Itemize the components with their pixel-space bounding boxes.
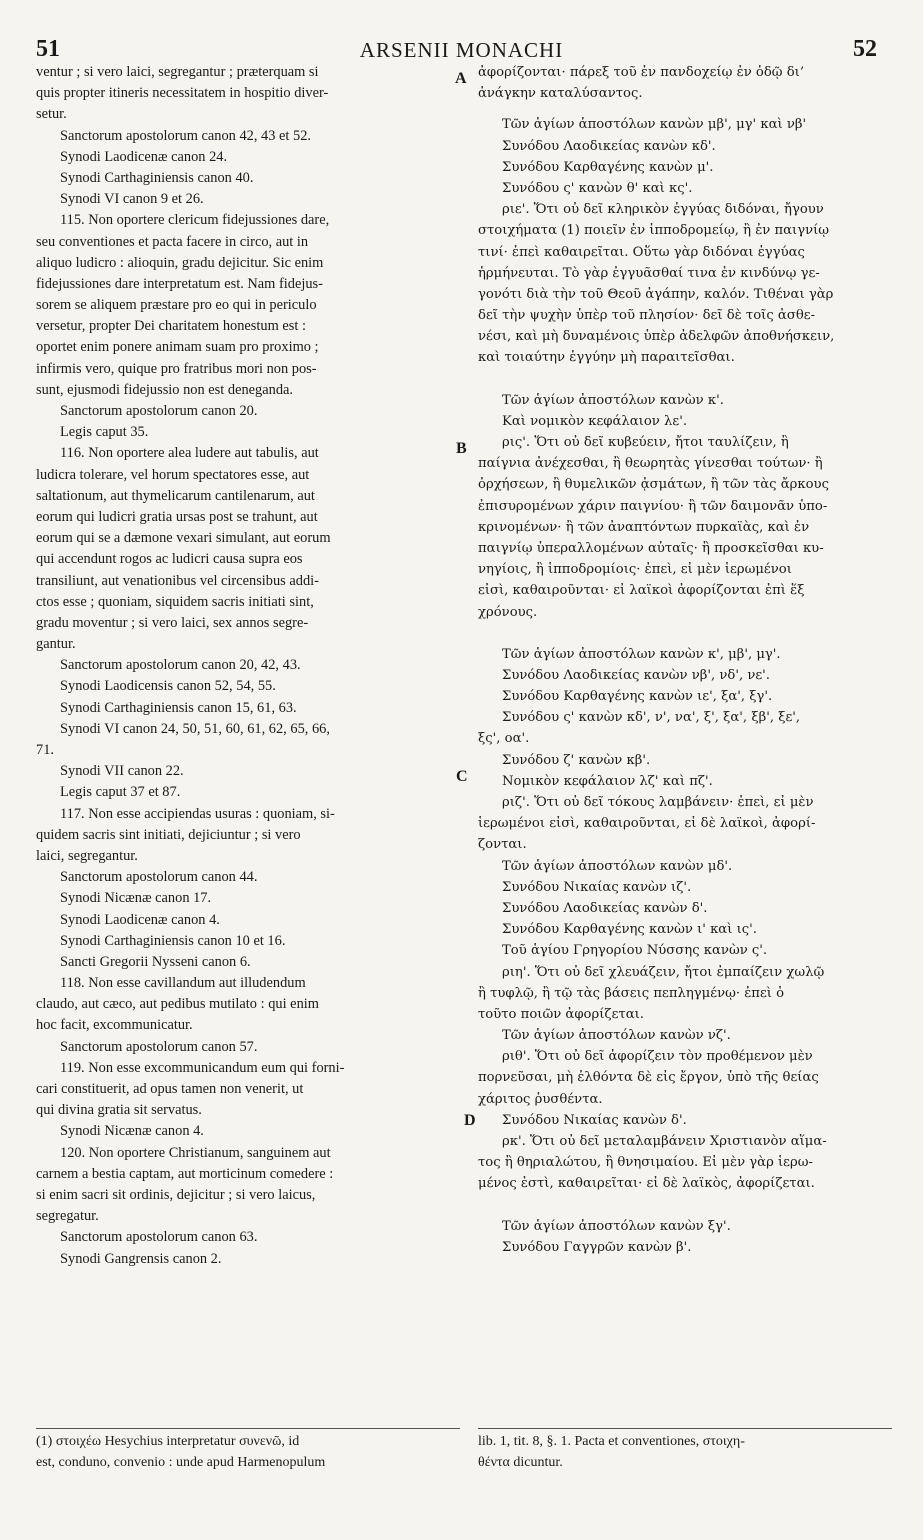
greek-line: Συνόδου Λαοδικείας κανὼν δ'. xyxy=(502,900,708,916)
footnote-line: lib. 1, tit. 8, §. 1. Pacta et conventiones, στοιχη- xyxy=(478,1434,745,1449)
margin-marker-d: D xyxy=(464,1112,476,1129)
paragraph-gap xyxy=(478,369,892,390)
latin-line: aliquo ludicro : alioquin, gradu dejicitur. Sic enim xyxy=(36,254,324,271)
latin-line: quis propter itineris necessitatem in hospitio diver- xyxy=(36,85,329,102)
greek-line: ριε'. Ὅτι οὐ δεῖ κληρικὸν ἐγγύας διδόναι, ἤγουν xyxy=(502,202,824,218)
greek-line: ρκ'. Ὅτι οὐ δεῖ μεταλαμβάνειν Χριστιανὸν αἵμα- xyxy=(502,1134,827,1149)
greek-line: ἐπισυρομένων χάριν παιγνίου· ἢ τῶν δαιμονᾶν ὑπο- xyxy=(478,498,828,514)
latin-line: Synodi VI canon 9 et 26. xyxy=(60,191,204,208)
latin-line: Sanctorum apostolorum canon 44. xyxy=(60,869,258,886)
latin-line: claudo, aut cæco, aut pedibus mutilato : qui enim xyxy=(36,996,319,1013)
latin-line: saltationum, aut thymelicarum cantilenarum, aut xyxy=(36,487,315,504)
greek-line: Τῶν ἁγίων ἀποστόλων κανὼν νζ'. xyxy=(502,1028,731,1044)
greek-line: ἀφορίζονται· πάρεξ τοῦ ἐν πανδοχείῳ ἐν ὁδῷ δι’ xyxy=(478,65,805,80)
latin-line: Legis caput 37 et 87. xyxy=(60,784,181,801)
greek-line: Τῶν ἁγίων ἀποστόλων κανὼν μδ'. xyxy=(502,858,733,874)
greek-line: Συνόδου Λαοδικείας κανὼν κδ'. xyxy=(502,138,716,154)
greek-line: ἢ τυφλῷ, ἢ τῷ τὰς βάσεις πεπληγμένῳ· ἐπεὶ ὁ xyxy=(478,985,785,1001)
greek-line: νέσι, καὶ μὴ δυναμένοις ὑπὲρ ἀδελφῶν ἀποθνήσκειν, xyxy=(478,329,835,345)
latin-line: Sanctorum apostolorum canon 57. xyxy=(60,1038,258,1055)
latin-line: Synodi Laodicenæ canon 24. xyxy=(60,148,228,165)
greek-line: ριη'. Ὅτι οὐ δεῖ χλευάζειν, ἤτοι ἐμπαίζειν χωλῷ xyxy=(502,964,825,980)
greek-line: ζονται. xyxy=(478,837,527,853)
latin-line: infirmis vero, quique pro fratribus mori non pos- xyxy=(36,360,317,377)
greek-line: πορνεῦσαι, μὴ ἐλθόντα δὲ εἰς ἔργον, ὑπὸ τῆς θείας xyxy=(478,1070,819,1086)
greek-line: Συνόδου ς' κανὼν κδ', ν', να', ξ', ξα', ξβ', ξε', xyxy=(502,710,801,726)
greek-line: ἡρμήνευται. Τὸ γὰρ ἐγγυᾶσθαί τινα ἐν κινδύνῳ γε- xyxy=(478,265,820,281)
greek-line: Τῶν ἁγίων ἀποστόλων κανὼν ξγ'. xyxy=(502,1218,731,1234)
greek-line: ἱερωμένοι εἰσὶ, καθαιροῦνται, εἰ δὲ λαϊκοὶ, ἀφορί- xyxy=(478,816,816,832)
latin-line: Synodi Gangrensis canon 2. xyxy=(60,1250,222,1267)
margin-marker-c: C xyxy=(456,768,468,785)
latin-line: 118. Non esse cavillandum aut illudendum xyxy=(60,975,306,992)
latin-line: Legis caput 35. xyxy=(60,424,149,441)
latin-line: Sanctorum apostolorum canon 20, 42, 43. xyxy=(60,657,301,674)
greek-line: Νομικὸν κεφάλαιον λζ' καὶ πζ'. xyxy=(502,773,713,789)
greek-line: Τῶν ἁγίων ἀποστόλων κανὼν μβ', μγ' καὶ νβ' xyxy=(502,117,807,133)
latin-line: hoc facit, excommunicatur. xyxy=(36,1017,193,1034)
latin-line: Sanctorum apostolorum canon 20. xyxy=(60,403,258,419)
latin-line: fidejussiones dare interpretatum est. Nam fidejus- xyxy=(36,275,323,292)
greek-column xyxy=(478,62,892,1258)
greek-line: ὀρχήσεων, ἢ θυμελικῶν ᾀσμάτων, ἢ τῶν τὰς ἄρκους xyxy=(478,477,829,493)
latin-line: sorem se aliquem præstare pro eo qui in periculo xyxy=(36,297,317,314)
latin-line: seu conventiones et pacta facere in circo, aut in xyxy=(36,233,309,250)
footnote-right xyxy=(478,1432,892,1474)
latin-line: Synodi Carthaginiensis canon 40. xyxy=(60,169,254,186)
greek-line: τινί· ἐπεὶ καθαιρεῖται. Οὕτω γὰρ διδόναι ἐγγύας xyxy=(478,244,805,260)
greek-line: καὶ τοιαύτην ἐγγύην μὴ παραιτεῖσθαι. xyxy=(478,350,735,366)
latin-line: sunt, ejusmodi fidejussio non est deneganda. xyxy=(36,381,293,398)
latin-line: 71. xyxy=(36,742,54,758)
greek-line: παιγνίῳ ὑπεραλλομένων αὐταῖς· ἢ προσκεῖσθαι κυ- xyxy=(478,540,824,556)
footnote-rule-right xyxy=(478,1428,892,1429)
margin-marker-b: B xyxy=(456,440,467,457)
greek-line: ριζ'. Ὅτι οὐ δεῖ τόκους λαμβάνειν· ἐπεὶ, εἰ μὲν xyxy=(502,795,814,810)
latin-line: Synodi Nicænæ canon 17. xyxy=(60,890,212,907)
latin-line: Synodi Carthaginiensis canon 10 et 16. xyxy=(60,932,286,949)
latin-line: laici, segregantur. xyxy=(36,847,138,864)
greek-line: ρις'. Ὅτι οὐ δεῖ κυβεύειν, ἤτοι ταυλίζειν, ἢ xyxy=(502,435,789,450)
greek-line: γονότι διὰ τὴν τοῦ Θεοῦ ἀγάπην, καλόν. Τιθέναι γὰρ xyxy=(478,286,834,302)
page-number-left: 51 xyxy=(36,36,60,62)
greek-line: Καὶ νομικὸν κεφάλαιον λε'. xyxy=(502,413,688,429)
page-number-right: 52 xyxy=(853,36,877,62)
margin-marker-a: A xyxy=(455,70,467,87)
greek-line: χρόνους. xyxy=(478,604,538,620)
footnote-line: est, conduno, convenio : unde apud Harmenopulum xyxy=(36,1455,326,1471)
latin-line: Synodi VI canon 24, 50, 51, 60, 61, 62, 65, 66, xyxy=(60,720,330,737)
latin-line: segregatur. xyxy=(36,1208,99,1225)
latin-line: Synodi Nicænæ canon 4. xyxy=(60,1123,204,1140)
greek-line: στοιχήματα (1) ποιεῖν ἐν ἱπποδρομείῳ, ἢ ἐν παιγνίῳ xyxy=(478,223,830,239)
paragraph-gap xyxy=(478,1195,892,1216)
latin-line: 115. Non oportere clericum fidejussiones dare, xyxy=(60,212,330,229)
footnote-rule-left xyxy=(36,1428,460,1429)
latin-line: gantur. xyxy=(36,636,76,653)
latin-line: Sanctorum apostolorum canon 63. xyxy=(60,1229,258,1246)
latin-line: quidem sacris sint initiati, dejiciuntur ; si vero xyxy=(36,826,301,843)
latin-line: 120. Non oportere Christianum, sanguinem aut xyxy=(60,1144,331,1161)
greek-line: Τῶν ἁγίων ἀποστόλων κανὼν κ', μβ', μγ'. xyxy=(502,646,781,662)
greek-line: Συνόδου Καρθαγένης κανὼν ιε', ξα', ξγ'. xyxy=(502,689,773,705)
latin-line: oportet enim ponere animam suam pro proximo ; xyxy=(36,339,319,356)
greek-line: Συνόδου Καρθαγένης κανὼν ι' καὶ ις'. xyxy=(502,922,757,938)
greek-line: ξς', οα'. xyxy=(478,731,530,747)
latin-line: 117. Non esse accipiendas usuras : quoniam, si- xyxy=(60,805,335,822)
latin-line: 119. Non esse excommunicandum eum qui forni- xyxy=(60,1059,345,1076)
latin-line: 116. Non oportere alea ludere aut tabulis, aut xyxy=(60,445,319,462)
greek-line: ἀνάγκην καταλύσαντος. xyxy=(478,86,643,102)
greek-line: δεῖ τὴν ψυχὴν ὑπὲρ τοῦ πλησίον· δεῖ δὲ τοῖς ἀσθε- xyxy=(478,308,816,324)
latin-line: Sanctorum apostolorum canon 42, 43 et 52. xyxy=(60,127,311,144)
latin-column xyxy=(36,62,460,1270)
greek-line: ριθ'. Ὅτι οὐ δεῖ ἀφορίζειν τὸν προθέμενον μὲν xyxy=(502,1049,813,1065)
latin-line: transiliunt, aut venationibus vel circensibus addi- xyxy=(36,572,319,589)
greek-line: παίγνια ἀνέχεσθαι, ἢ θεωρητὰς γίνεσθαι τούτων· ἢ xyxy=(478,456,823,472)
footnote-line: θέντα dicuntur. xyxy=(478,1455,563,1471)
paragraph-gap xyxy=(478,104,892,114)
latin-line: eorum qui se a dæmone vexari simulant, aut eorum xyxy=(36,530,331,547)
footnotes xyxy=(0,1432,923,1492)
greek-line: Τῶν ἁγίων ἀποστόλων κανὼν κ'. xyxy=(502,392,724,408)
latin-line: qui accendunt rogos ac ludicri causa supra eos xyxy=(36,551,303,568)
latin-line: gradu moventur ; si vero laici, sex annos segre- xyxy=(36,614,309,631)
latin-line: Sancti Gregorii Nysseni canon 6. xyxy=(60,953,251,970)
greek-line: εἰσὶ, καθαιροῦνται· εἰ λαϊκοὶ ἀφορίζονται ἐπὶ ἕξ xyxy=(478,583,805,599)
greek-line: νηγίοις, ἢ ἱπποδρομίοις· ἐπεὶ, εἰ μὲν ἱερωμένοι xyxy=(478,562,792,578)
running-title: ARSENII MONACHI xyxy=(359,38,564,62)
latin-line: setur. xyxy=(36,106,67,123)
greek-line: Συνόδου ς' κανὼν θ' καὶ κς'. xyxy=(502,180,693,196)
latin-line: Synodi Laodicenæ canon 4. xyxy=(60,911,220,928)
latin-line: qui divina gratia sit servatus. xyxy=(36,1102,202,1119)
greek-line: κρινομένων· ἢ τῶν ἀναπτόντων πυρκαϊὰς, καὶ ἐν xyxy=(478,519,810,535)
greek-line: Συνόδου Καρθαγένης κανὼν μ'. xyxy=(502,159,714,175)
latin-line: cari constituerit, ad opus tamen non venerit, ut xyxy=(36,1081,304,1097)
greek-line: Τοῦ ἁγίου Γρηγορίου Νύσσης κανὼν ς'. xyxy=(502,943,768,959)
latin-line: eorum qui ludicri gratia ursas post se trahunt, aut xyxy=(36,508,318,525)
greek-line: Συνόδου Νικαίας κανὼν δ'. xyxy=(502,1112,687,1128)
greek-line: τος ἢ θηριαλώτου, ἢ θνησιμαίου. Εἰ μὲν γὰρ ἱερω- xyxy=(478,1155,813,1171)
greek-line: τοῦτο ποιῶν ἀφορίζεται. xyxy=(478,1006,644,1022)
greek-line: Συνόδου Λαοδικείας κανὼν νβ', νδ', νε'. xyxy=(502,667,770,683)
latin-line: si enim sacri sit ordinis, dejicitur ; si vero laicus, xyxy=(36,1186,316,1203)
latin-line: Synodi VII canon 22. xyxy=(60,763,184,780)
latin-line: carnem a bestia captam, aut morticinum comedere : xyxy=(36,1165,334,1182)
latin-line: ludicra tolerare, vel horum spectatores esse, aut xyxy=(36,466,310,483)
greek-line: χάριτος ῥυσθέντα. xyxy=(478,1091,603,1107)
latin-line: Synodi Carthaginiensis canon 15, 61, 63. xyxy=(60,699,297,716)
greek-line: Συνόδου Γαγγρῶν κανὼν β'. xyxy=(502,1239,692,1255)
footnote-line: (1) στοιχέω Hesychius interpretatur συνενῶ, id xyxy=(36,1434,300,1449)
greek-line: Συνόδου Νικαίας κανὼν ιζ'. xyxy=(502,879,692,895)
latin-line: Synodi Laodicensis canon 52, 54, 55. xyxy=(60,678,276,695)
greek-line: Συνόδου ζ' κανὼν κβ'. xyxy=(502,752,651,768)
paragraph-gap xyxy=(478,623,892,644)
footnote-left xyxy=(36,1432,460,1474)
greek-line: μένος ἐστὶ, καθαιρεῖται· εἰ δὲ λαϊκὸς, ἀφορίζεται. xyxy=(478,1176,815,1192)
latin-line: ventur ; si vero laici, segregantur ; præterquam si xyxy=(36,64,319,80)
latin-line: versetur, propter Dei charitatem honestum est : xyxy=(36,318,306,335)
latin-line: ctos esse ; quoniam, siquidem sacris initiati sint, xyxy=(36,593,314,610)
